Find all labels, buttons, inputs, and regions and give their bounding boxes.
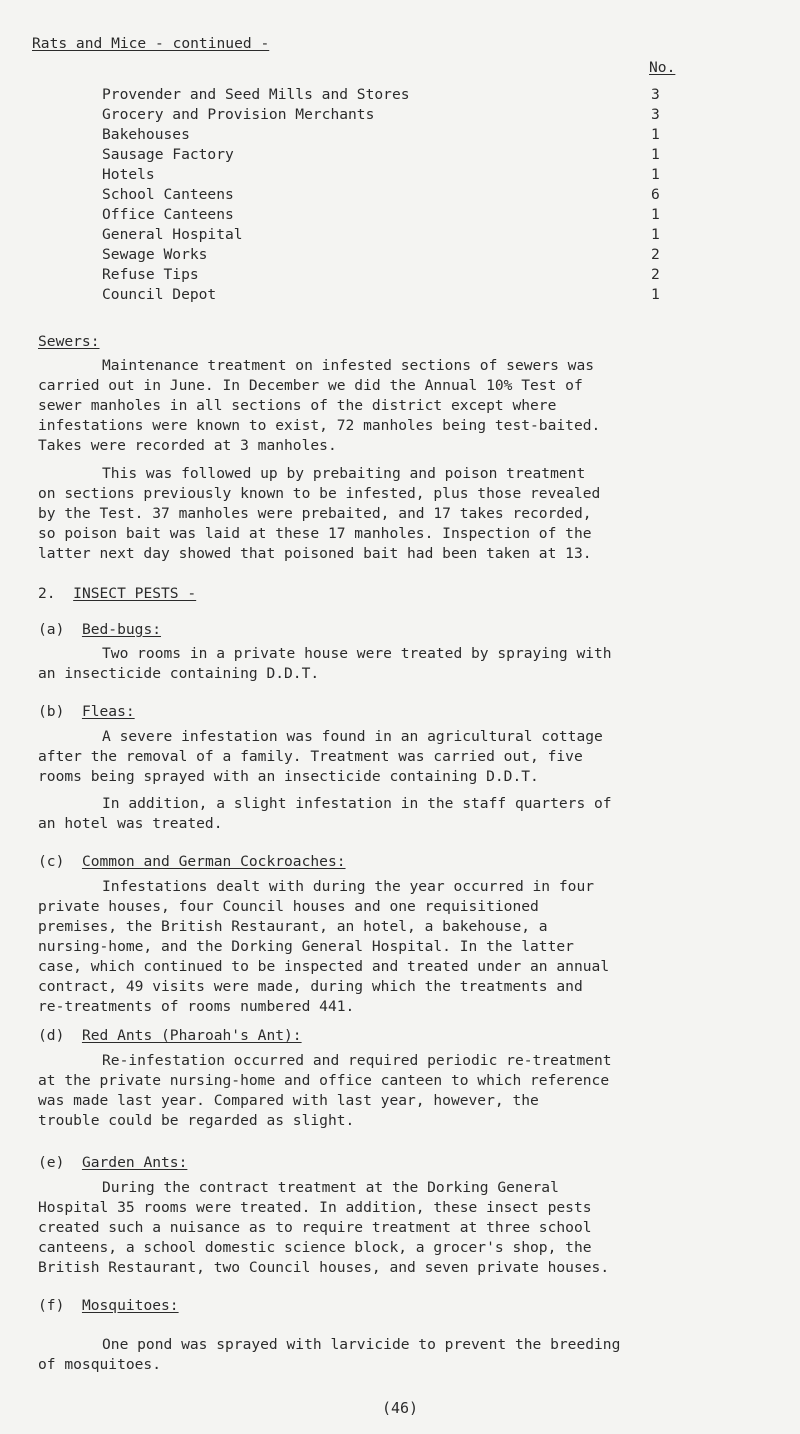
text-line: an hotel was treated. xyxy=(38,815,223,832)
text-line: This was followed up by prebaiting and poison treatment xyxy=(102,465,586,482)
text-line: A severe infestation was found in an agricultural cottage xyxy=(102,728,603,745)
premises-name: Hotels xyxy=(102,166,155,183)
table-row xyxy=(102,85,762,105)
sewers-paragraph-1 xyxy=(38,356,762,456)
text-line: trouble could be regarded as slight. xyxy=(38,1112,355,1129)
subsection-c-text xyxy=(38,877,762,1017)
table-row xyxy=(102,165,762,185)
text-line: contract, 49 visits were made, during which the treatments and xyxy=(38,978,583,995)
premises-count: 2 xyxy=(651,266,660,283)
text-line: case, which continued to be inspected and treated under an annual xyxy=(38,958,610,975)
premises-name: Office Canteens xyxy=(102,206,234,223)
text-line: nursing-home, and the Dorking General Hospital. In the latter xyxy=(38,938,574,955)
premises-name: Council Depot xyxy=(102,286,217,303)
section-number: 2. xyxy=(38,585,56,602)
text-line: on sections previously known to be infested, plus those revealed xyxy=(38,485,601,502)
running-title: Rats and Mice - continued - xyxy=(32,35,270,52)
column-heading-no: No. xyxy=(649,59,676,76)
premises-count: 2 xyxy=(651,246,660,263)
text-line: premises, the British Restaurant, an hotel, a bakehouse, a xyxy=(38,918,548,935)
text-line: an insecticide containing D.D.T. xyxy=(38,665,320,682)
premises-name: School Canteens xyxy=(102,186,234,203)
table-row xyxy=(102,145,762,165)
subsection-label: (e) xyxy=(38,1154,65,1171)
premises-table xyxy=(102,85,762,305)
subsection-title: Garden Ants: xyxy=(81,1154,188,1171)
text-line: private houses, four Council houses and one requisitioned xyxy=(38,898,539,915)
table-row xyxy=(102,285,762,305)
premises-name: General Hospital xyxy=(102,226,243,243)
text-line: of mosquitoes. xyxy=(38,1356,162,1373)
premises-name: Bakehouses xyxy=(102,126,190,143)
subsection-f-heading xyxy=(38,1296,179,1316)
table-row xyxy=(102,265,762,285)
table-row xyxy=(102,225,762,245)
subsection-b-text-1 xyxy=(38,727,762,787)
subsection-label: (a) xyxy=(38,621,65,638)
subsection-title: Red Ants (Pharoah's Ant): xyxy=(81,1027,302,1044)
premises-name: Provender and Seed Mills and Stores xyxy=(102,86,410,103)
premises-count: 1 xyxy=(651,126,660,143)
text-line: Hospital 35 rooms were treated. In addition, these insect pests xyxy=(38,1199,592,1216)
text-line: Infestations dealt with during the year occurred in four xyxy=(102,878,595,895)
subsection-title: Fleas: xyxy=(81,703,135,720)
premises-name: Grocery and Provision Merchants xyxy=(102,106,375,123)
text-line: In addition, a slight infestation in the staff quarters of xyxy=(102,795,612,812)
table-row xyxy=(102,105,762,125)
page-number: (46) xyxy=(381,1399,419,1417)
text-line: rooms being sprayed with an insecticide containing D.D.T. xyxy=(38,768,539,785)
subsection-d-heading xyxy=(38,1026,302,1046)
table-row xyxy=(102,245,762,265)
text-line: During the contract treatment at the Dorking General xyxy=(102,1179,559,1196)
text-line: latter next day showed that poisoned bait had been taken at 13. xyxy=(38,545,592,562)
text-line: canteens, a school domestic science block, a grocer's shop, the xyxy=(38,1239,592,1256)
subsection-b-text-2 xyxy=(38,794,762,834)
text-line: Maintenance treatment on infested sections of sewers was xyxy=(102,357,595,374)
text-line: Re-infestation occurred and required periodic re-treatment xyxy=(102,1052,612,1069)
table-row xyxy=(102,185,762,205)
text-line: was made last year. Compared with last year, however, the xyxy=(38,1092,539,1109)
premises-count: 1 xyxy=(651,166,660,183)
subsection-label: (b) xyxy=(38,703,65,720)
section-title: INSECT PESTS - xyxy=(73,585,197,602)
text-line: Two rooms in a private house were treated by spraying with xyxy=(102,645,612,662)
subsection-label: (d) xyxy=(38,1027,65,1044)
text-line: One pond was sprayed with larvicide to prevent the breeding xyxy=(102,1336,621,1353)
text-line: after the removal of a family. Treatment was carried out, five xyxy=(38,748,583,765)
premises-count: 3 xyxy=(651,106,660,123)
text-line: at the private nursing-home and office canteen to which reference xyxy=(38,1072,610,1089)
text-line: created such a nuisance as to require treatment at three school xyxy=(38,1219,592,1236)
premises-name: Sausage Factory xyxy=(102,146,234,163)
subsection-label: (f) xyxy=(38,1297,65,1314)
text-line: sewer manholes in all sections of the district except where xyxy=(38,397,557,414)
text-line: Takes were recorded at 3 manholes. xyxy=(38,437,337,454)
subsection-a-heading xyxy=(38,620,161,640)
subsection-e-text xyxy=(38,1178,762,1278)
subsection-title: Common and German Cockroaches: xyxy=(81,853,346,870)
table-row xyxy=(102,205,762,225)
table-row xyxy=(102,125,762,145)
subsection-b-heading xyxy=(38,702,135,722)
premises-count: 1 xyxy=(651,226,660,243)
subsection-e-heading xyxy=(38,1153,187,1173)
text-line: infestations were known to exist, 72 manholes being test-baited. xyxy=(38,417,601,434)
subsection-a-text xyxy=(38,644,762,684)
text-line: British Restaurant, two Council houses, and seven private houses. xyxy=(38,1259,610,1276)
text-line: by the Test. 37 manholes were prebaited, and 17 takes recorded, xyxy=(38,505,592,522)
premises-count: 1 xyxy=(651,206,660,223)
subsection-title: Bed-bugs: xyxy=(81,621,162,638)
subsection-d-text xyxy=(38,1051,762,1131)
insect-pests-heading xyxy=(38,584,196,604)
sewers-heading: Sewers: xyxy=(38,333,100,350)
subsection-label: (c) xyxy=(38,853,65,870)
text-line: so poison bait was laid at these 17 manholes. Inspection of the xyxy=(38,525,592,542)
sewers-paragraph-2 xyxy=(38,464,762,564)
text-line: re-treatments of rooms numbered 441. xyxy=(38,998,355,1015)
premises-count: 1 xyxy=(651,286,660,303)
premises-count: 6 xyxy=(651,186,660,203)
subsection-title: Mosquitoes: xyxy=(81,1297,179,1314)
text-line: carried out in June. In December we did the Annual 10% Test of xyxy=(38,377,583,394)
subsection-f-text xyxy=(38,1335,762,1375)
subsection-c-heading xyxy=(38,852,346,872)
premises-name: Sewage Works xyxy=(102,246,208,263)
premises-name: Refuse Tips xyxy=(102,266,199,283)
premises-count: 1 xyxy=(651,146,660,163)
premises-count: 3 xyxy=(651,86,660,103)
